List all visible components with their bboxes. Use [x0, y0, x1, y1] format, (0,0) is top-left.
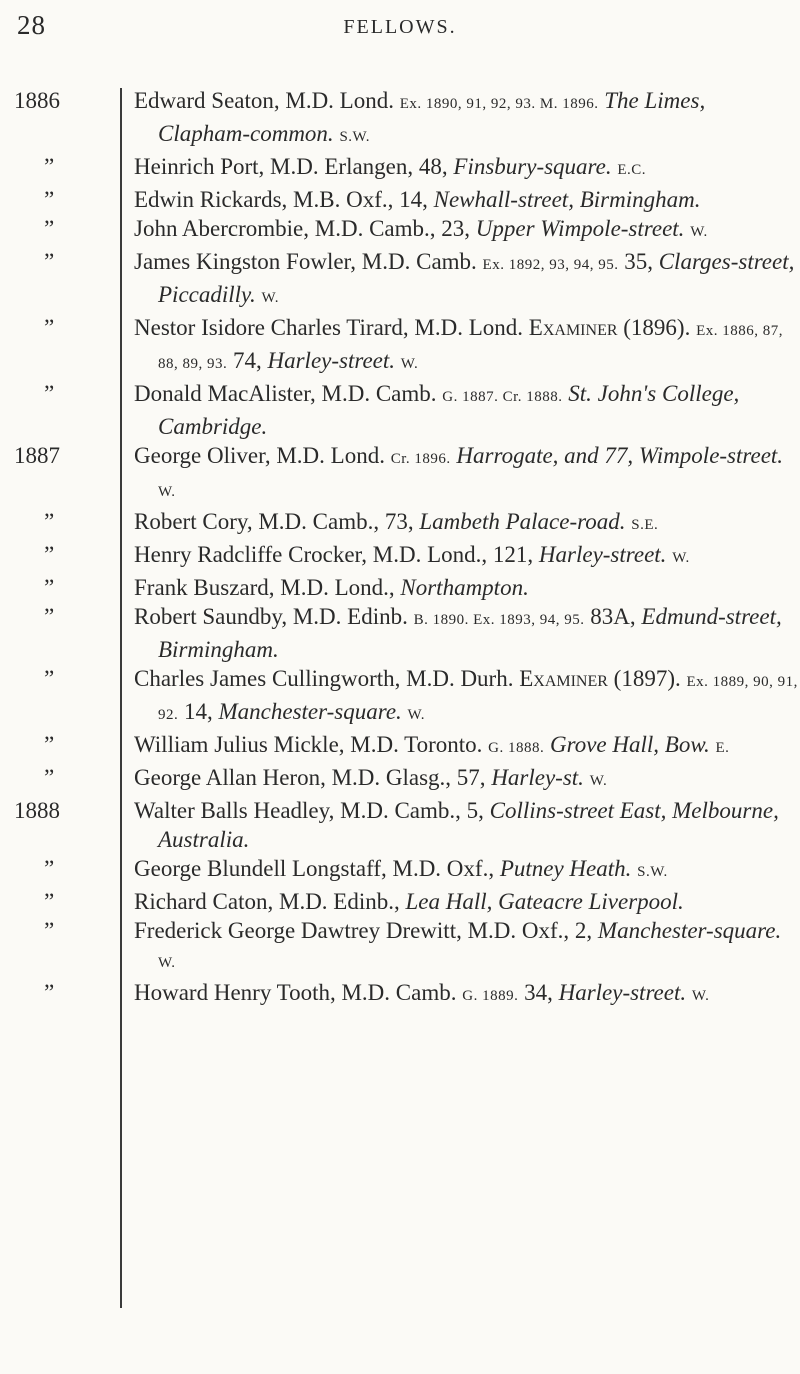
fellow-entry — [0, 86, 800, 152]
entry-district: W. — [690, 224, 708, 240]
fellow-entry — [0, 214, 800, 247]
entry-exam: G. 1888. — [488, 740, 545, 756]
entry-name: Robert Saundby, M.D. Edinb. — [134, 604, 408, 629]
election-year: ” — [44, 918, 55, 943]
entry-address: Lambeth Palace-road. — [419, 509, 626, 534]
entry-name: Heinrich Port, M.D. Erlangen, 48, — [134, 154, 448, 179]
fellows-list — [0, 86, 800, 1011]
fellow-entry — [0, 441, 800, 507]
election-year: ” — [44, 765, 55, 790]
entry-name: George Blundell Longstaff, M.D. Oxf., — [134, 856, 495, 881]
entry-name: James Kingston Fowler, M.D. Camb. — [134, 249, 477, 274]
entry-address: St. John's College, Cambridge. — [158, 381, 740, 439]
entry-text — [134, 978, 798, 1011]
fellow-entry — [0, 185, 800, 214]
fellow-entry — [0, 540, 800, 573]
entry-name: Henry Radcliffe Crocker, M.D. Lond., 121, — [134, 542, 534, 567]
election-year: ” — [44, 575, 55, 600]
fellow-entry — [0, 664, 800, 730]
entry-address: Lea Hall, Gateacre Liverpool. — [405, 889, 684, 914]
fellow-entry — [0, 978, 800, 1011]
entry-name: Charles James Cullingworth, M.D. Durh. — [134, 666, 514, 691]
election-year: ” — [44, 732, 55, 757]
election-year: ” — [44, 216, 55, 241]
election-year: ” — [44, 666, 55, 691]
entry-district: W. — [158, 484, 176, 500]
entry-address: Putney Heath. — [499, 856, 632, 881]
running-head: FELLOWS. — [343, 16, 457, 38]
entry-district: W. — [400, 356, 419, 372]
fellow-entry — [0, 730, 800, 763]
entry-text — [134, 540, 798, 573]
entry-exam: Ex. 1889, 90, 91, 92. — [158, 674, 798, 723]
fellow-entry — [0, 507, 800, 540]
election-year: ” — [44, 604, 55, 629]
entry-text — [134, 763, 798, 796]
entry-address: Harley-street. — [558, 980, 687, 1005]
entry-district: E.C. — [617, 162, 647, 178]
entry-name: Edward Seaton, M.D. Lond. — [134, 88, 394, 113]
entry-text — [134, 507, 798, 540]
entry-name: Frank Buszard, M.D. Lond., — [134, 575, 395, 600]
election-year: ” — [44, 315, 55, 340]
entry-address: Collins-street East, Melbourne, Australia. — [158, 798, 779, 852]
entry-text — [134, 214, 798, 247]
election-year: ” — [44, 154, 55, 179]
entry-name: Nestor Isidore Charles Tirard, M.D. Lond. — [134, 315, 524, 340]
fellow-entry — [0, 763, 800, 796]
entry-name: George Allan Heron, M.D. Glasg., 57, — [134, 765, 486, 790]
election-year: 1888 — [14, 798, 60, 823]
entry-number: 14, — [184, 699, 213, 724]
entry-address: Clarges-street, Piccadilly. — [158, 249, 795, 307]
entry-district: S.W. — [637, 864, 668, 880]
entry-name: William Julius Mickle, M.D. Toronto. — [134, 732, 483, 757]
entry-address: The Limes, Clapham-common. — [158, 88, 706, 146]
entry-text — [134, 379, 798, 441]
entry-text — [134, 602, 798, 664]
entry-text — [134, 313, 798, 379]
entry-address: Harley-street. — [267, 348, 396, 373]
entry-text — [134, 730, 798, 763]
election-year: ” — [44, 187, 55, 212]
entry-address: Grove Hall, Bow. — [550, 732, 710, 757]
entry-exam: Ex. 1892, 93, 94, 95. — [482, 257, 619, 273]
entry-district: W. — [589, 773, 608, 789]
election-year: 1887 — [14, 443, 60, 468]
entry-name: Frederick George Dawtrey Drewitt, M.D. Oxf., 2, — [134, 918, 593, 943]
entry-district: W. — [691, 988, 710, 1004]
entry-text — [134, 887, 798, 916]
entry-exam: G. 1887. Cr. 1888. — [442, 389, 563, 405]
entry-exam: Ex. 1886, 87, 88, 89, 93. — [158, 323, 784, 372]
entry-district: W. — [261, 290, 279, 306]
entry-exam: B. 1890. Ex. 1893, 94, 95. — [413, 612, 585, 628]
entry-district: W. — [158, 955, 176, 971]
entry-address: Harley-street. — [538, 542, 667, 567]
fellow-entry — [0, 916, 800, 978]
entry-name: Robert Cory, M.D. Camb., 73, — [134, 509, 414, 534]
entry-examiner: Examiner (1896). — [528, 315, 691, 340]
entry-address: Finsbury-square. — [453, 154, 612, 179]
entry-text — [134, 247, 798, 313]
entry-district: W. — [672, 550, 690, 566]
entry-text — [134, 86, 798, 152]
entry-exam: Cr. 1896. — [390, 451, 451, 467]
entry-address: Manchester-square. — [597, 918, 782, 943]
entry-text — [134, 664, 798, 730]
entry-text — [134, 152, 798, 185]
entry-name: Walter Balls Headley, M.D. Camb., 5, — [134, 798, 484, 823]
fellow-entry — [0, 573, 800, 602]
entry-text — [134, 573, 798, 602]
entry-address: Northampton. — [400, 575, 529, 600]
election-year: 1886 — [14, 88, 60, 113]
entry-number: 74, — [233, 348, 262, 373]
page-number: 28 — [17, 10, 46, 40]
fellow-entry — [0, 247, 800, 313]
entry-name: George Oliver, M.D. Lond. — [134, 443, 385, 468]
entry-name: John Abercrombie, M.D. Camb., 23, — [134, 216, 471, 241]
entry-text — [134, 441, 798, 507]
entry-name: Donald MacAlister, M.D. Camb. — [134, 381, 437, 406]
entry-exam: G. 1889. — [462, 988, 519, 1004]
fellow-entry — [0, 887, 800, 916]
election-year: ” — [44, 249, 55, 274]
entry-name: Edwin Rickards, M.B. Oxf., 14, — [134, 187, 428, 212]
entry-address: Upper Wimpole-street. — [475, 216, 685, 241]
fellow-entry — [0, 854, 800, 887]
entry-district: S.W. — [339, 129, 371, 145]
entry-text — [134, 185, 798, 214]
entry-district: S.E. — [631, 517, 659, 533]
entry-name: Howard Henry Tooth, M.D. Camb. — [134, 980, 457, 1005]
entry-address: Harley-st. — [491, 765, 584, 790]
entry-address: Edmund-street, Birmingham. — [158, 604, 782, 662]
fellow-entry — [0, 602, 800, 664]
election-year: ” — [44, 980, 55, 1005]
election-year: ” — [44, 889, 55, 914]
entry-number: 35, — [624, 249, 653, 274]
fellow-entry — [0, 313, 800, 379]
entry-address: Harrogate, and 77, Wimpole-street. — [456, 443, 784, 468]
fellow-entry — [0, 152, 800, 185]
election-year: ” — [44, 542, 55, 567]
fellow-entry — [0, 379, 800, 441]
election-year: ” — [44, 381, 55, 406]
election-year: ” — [44, 856, 55, 881]
entry-examiner: Examiner (1897). — [519, 666, 681, 691]
entry-address: Newhall-street, Birmingham. — [433, 187, 701, 212]
entry-text — [134, 916, 798, 978]
entry-address: Manchester-square. — [218, 699, 402, 724]
entry-number: 34, — [524, 980, 553, 1005]
entry-district: E. — [715, 740, 730, 756]
entry-text — [134, 796, 798, 854]
entry-district: W. — [407, 707, 426, 723]
fellow-entry — [0, 796, 800, 854]
entry-exam: Ex. 1890, 91, 92, 93. M. 1896. — [399, 96, 599, 112]
entry-name: Richard Caton, M.D. Edinb., — [134, 889, 400, 914]
entry-number: 83A, — [590, 604, 636, 629]
entry-text — [134, 854, 798, 887]
election-year: ” — [44, 509, 55, 534]
